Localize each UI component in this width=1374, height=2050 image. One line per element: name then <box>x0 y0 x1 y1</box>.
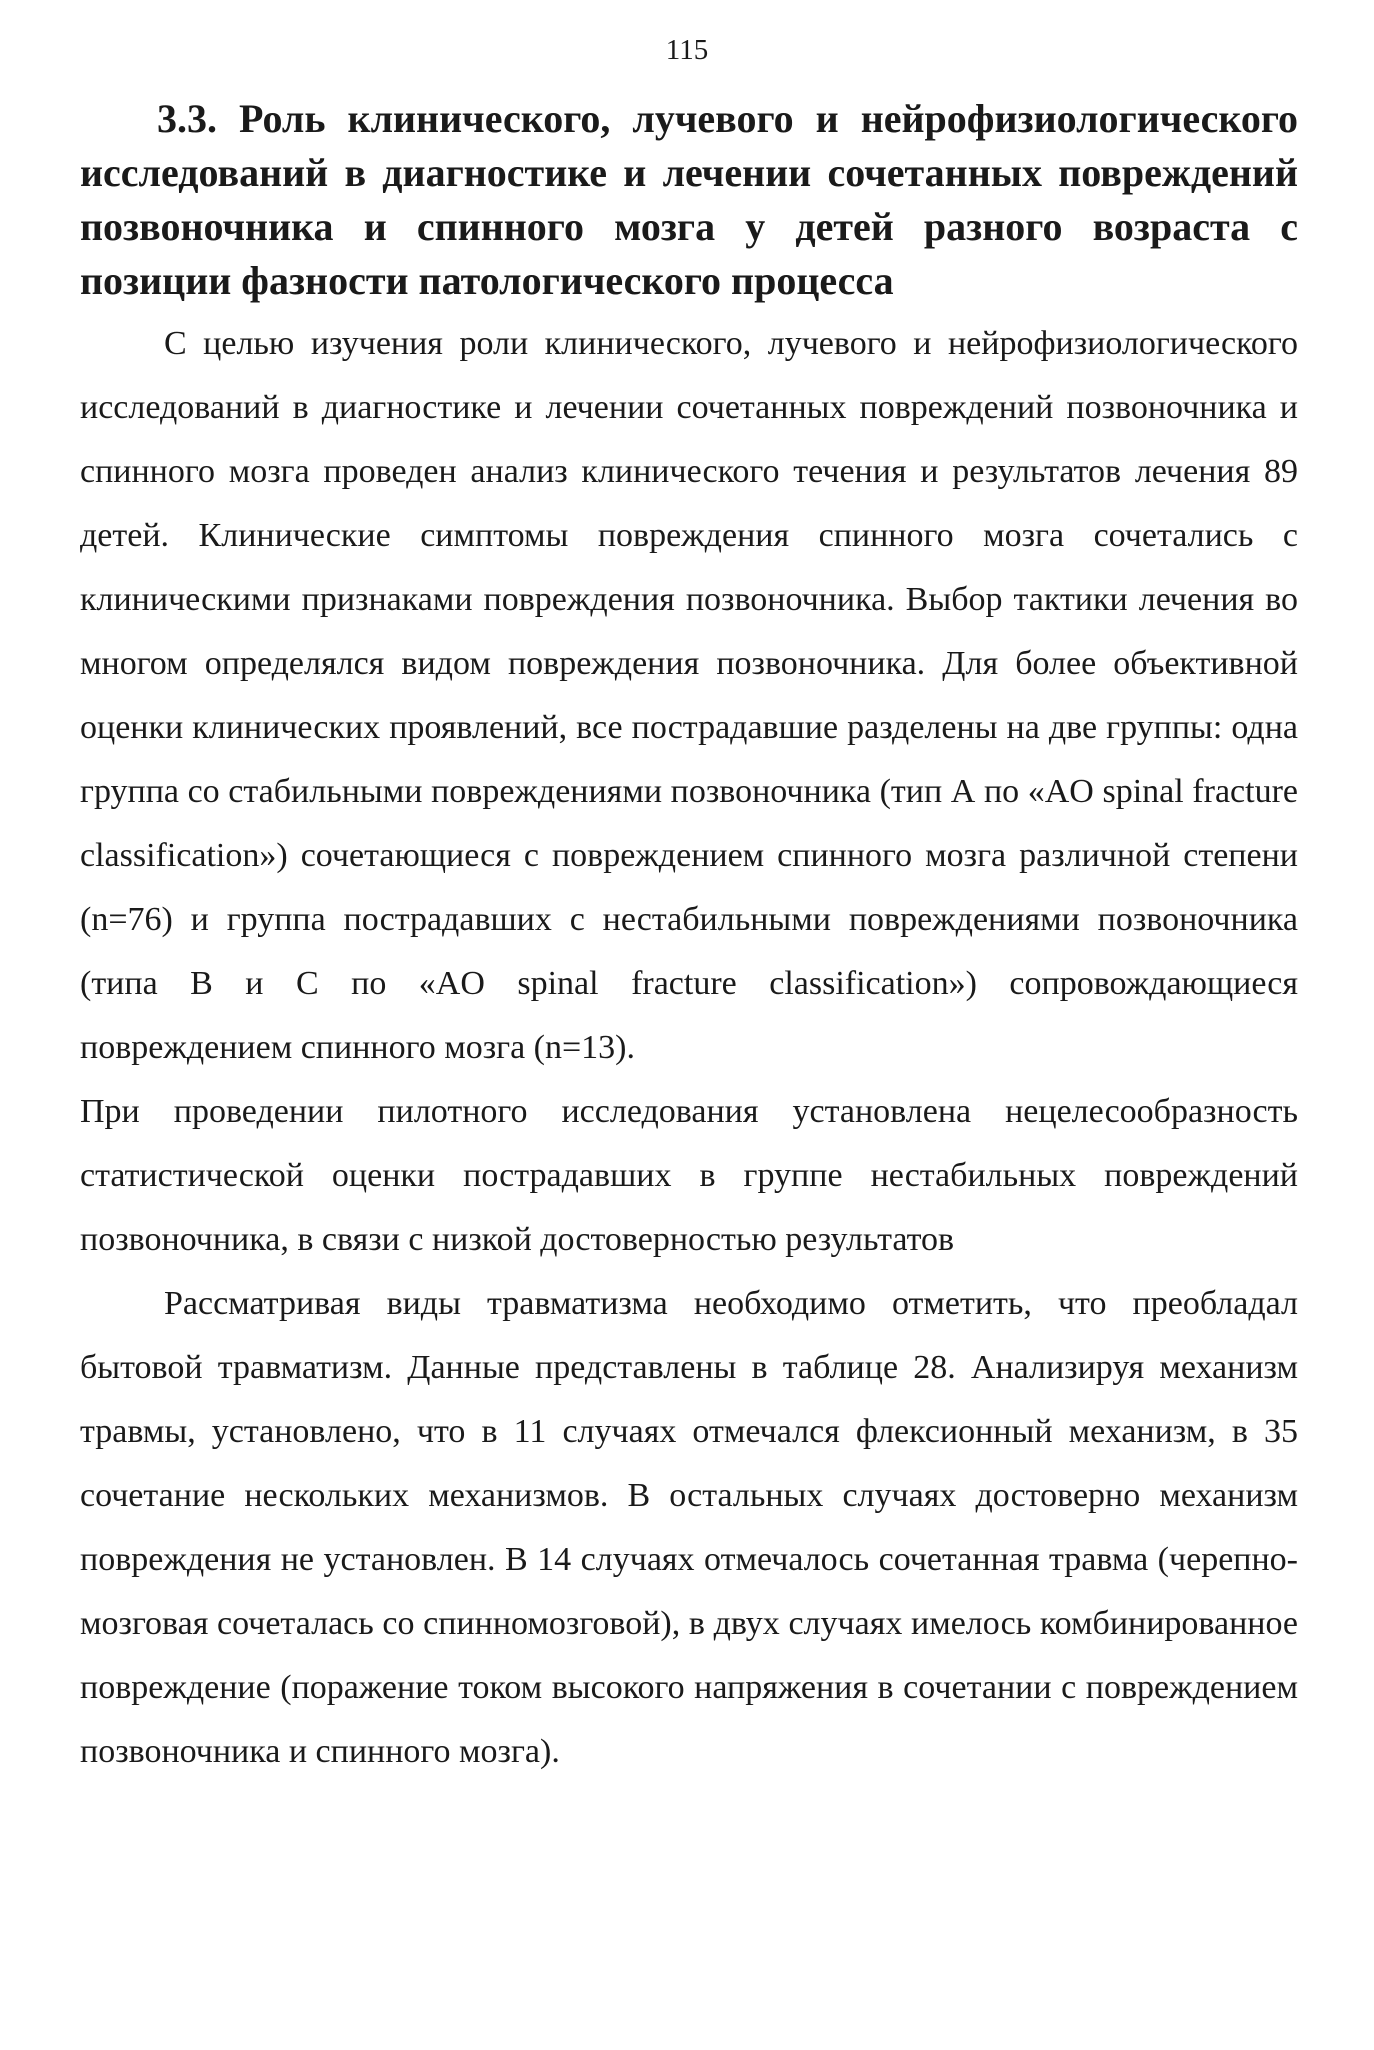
section-title: Роль клинического, лучевого и нейрофизиологического исследований в диагностике и лечении сочетанных повреждений позвоночника и спинного мозга у детей разного возраста с позиции фазности патологического процесса <box>80 96 1299 303</box>
paragraph: Рассматривая виды травматизма необходимо отметить, что преобладал бытовой травматизм. Данные представлены в таблице 28. Анализируя механизм травмы, установлено, что в 11 случаях отмечался флексионный механизм, в 35 сочетание нескольких механизмов. В остальных случаях достоверно механизм повреждения не установлен. В 14 случаях отмечалось сочетанная травма (черепно-мозговая сочеталась со спинномозговой), в двух случаях имелось комбинированное повреждение (поражение током высокого напряжения в сочетании с повреждением позвоночника и спинного мозга). <box>80 1285 1298 1770</box>
page-number: 115 <box>665 34 709 66</box>
section-number: 3.3. <box>157 96 217 141</box>
body-text <box>80 312 1298 1784</box>
paragraph: При проведении пилотного исследования установлена нецелесообразность статистической оценки пострадавших в группе нестабильных повреждений позвоночника, в связи с низкой достоверностью результатов <box>80 1093 1298 1258</box>
paragraph: С целью изучения роли клинического, лучевого и нейрофизиологического исследований в диагностике и лечении сочетанных повреждений позвоночника и спинного мозга проведен анализ клинического течения и результатов лечения 89 детей. Клинические симптомы повреждения спинного мозга сочетались с клиническими признаками повреждения позвоночника. Выбор тактики лечения во многом определялся видом повреждения позвоночника. Для более объективной оценки клинических проявлений, все пострадавшие разделены на две группы: одна группа со стабильными повреждениями позвоночника (тип А по «AO spinal fracture classification») сочетающиеся с повреждением спинного мозга различной степени (n=76) и группа пострадавших с нестабильными повреждениями позвоночника (типа В и С по «AO spinal fracture classification») сопровождающиеся повреждением спинного мозга (n=13). <box>80 325 1298 1066</box>
section-heading <box>80 92 1298 308</box>
